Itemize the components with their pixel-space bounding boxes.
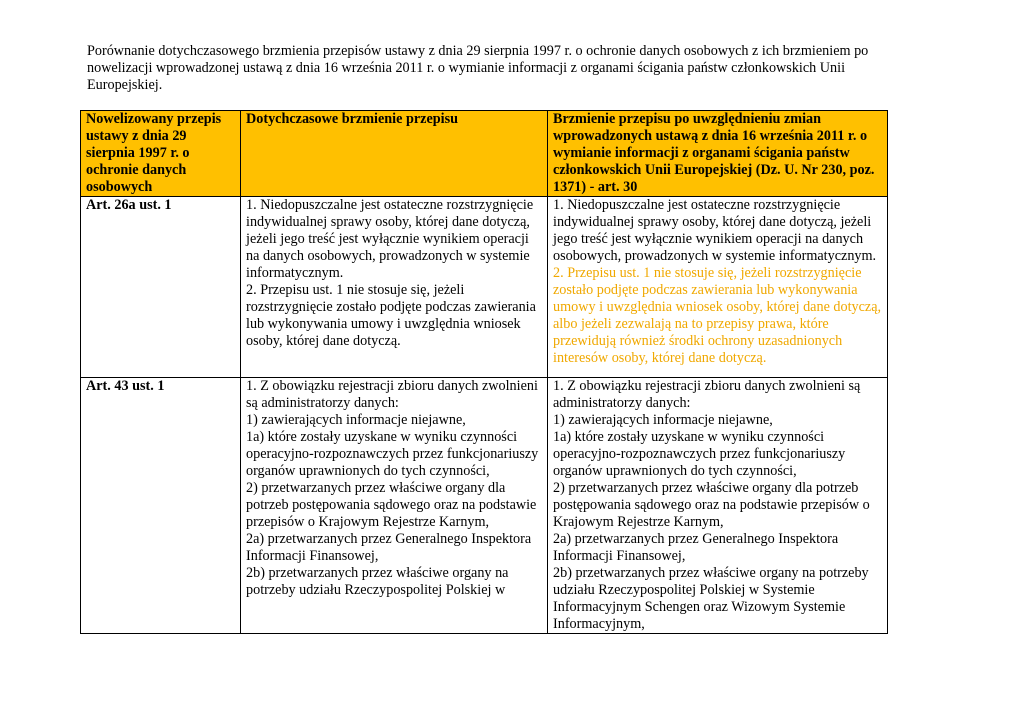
old-wording-cell: [241, 197, 548, 378]
document-intro: Porównanie dotychczasowego brzmienia przepisów ustawy z dnia 29 sierpnia 1997 r. o ochronie danych osobowych z ich brzmieniem po nowelizacji wprowadzonej ustawą z dnia 16 września 2011 r. o wymianie informacji z organami ścigania państw członkowskich Unii Europejskiej.: [87, 43, 869, 93]
table-row: [81, 378, 888, 634]
paragraph: 1a) które zostały uzyskane w wyniku czynności operacyjno-rozpoznawczych przez funkcjonariuszy organów uprawnionych do tych czynności,: [553, 429, 846, 479]
paragraph: 2) przetwarzanych przez właściwe organy dla potrzeb postępowania sądowego oraz na podstawie przepisów o Krajowym Rejestrze Karnym,: [553, 480, 870, 530]
new-wording-cell: [548, 378, 888, 634]
paragraph: 1) zawierających informacje niejawne,: [553, 412, 773, 428]
paragraph: 1. Niedopuszczalne jest ostateczne rozstrzygnięcie indywidualnej sprawy osoby, której dane dotyczą, jeżeli jego treść jest wyłącznie wynikiem operacji na danych osobowych, prowadzonych w systemie informatycznym.: [553, 197, 877, 264]
paragraph: 2. Przepisu ust. 1 nie stosuje się, jeżeli rozstrzygnięcie zostało podjęte podczas zawierania lub wykonywania umowy i uwzględnia wniosek osoby, której dane dotyczą.: [246, 282, 536, 349]
paragraph: 1) zawierających informacje niejawne,: [246, 412, 466, 428]
header-new-wording: Brzmienie przepisu po uwzględnieniu zmian wprowadzonych ustawą z dnia 16 września 2011 r. o wymianie informacji z organami ścigania państw członkowskich Unii Europejskiej (Dz. U. Nr 230, poz. 1371) - art. 30: [548, 111, 888, 197]
table-row: [81, 197, 888, 378]
paragraph: 1. Z obowiązku rejestracji zbioru danych zwolnieni są administratorzy danych:: [553, 378, 861, 411]
new-wording-cell: [548, 197, 888, 378]
paragraph: 1. Niedopuszczalne jest ostateczne rozstrzygnięcie indywidualnej sprawy osoby, której dane dotyczą, jeżeli jego treść jest wyłącznie wynikiem operacji na danych osobowych, prowadzonych w systemie informatycznym.: [246, 197, 534, 281]
header-old-wording: Dotychczasowe brzmienie przepisu: [241, 111, 548, 197]
paragraph: 2a) przetwarzanych przez Generalnego Inspektora Informacji Finansowej,: [246, 531, 532, 564]
article-cell: Art. 43 ust. 1: [81, 378, 241, 634]
old-wording-cell: [241, 378, 548, 634]
table-header-row: [81, 111, 888, 197]
paragraph: 2b) przetwarzanych przez właściwe organy na potrzeby udziału Rzeczypospolitej Polskiej w: [246, 565, 509, 598]
paragraph: 1a) które zostały uzyskane w wyniku czynności operacyjno-rozpoznawczych przez funkcjonariuszy organów uprawnionych do tych czynności,: [246, 429, 539, 479]
paragraph: 1. Z obowiązku rejestracji zbioru danych zwolnieni są administratorzy danych:: [246, 378, 538, 411]
paragraph: 2) przetwarzanych przez właściwe organy dla potrzeb postępowania sądowego oraz na podstawie przepisów o Krajowym Rejestrze Karnym,: [246, 480, 537, 530]
header-amended-provision: Nowelizowany przepis ustawy z dnia 29 sierpnia 1997 r. o ochronie danych osobowych: [81, 111, 241, 197]
changed-paragraph: 2. Przepisu ust. 1 nie stosuje się, jeżeli rozstrzygnięcie zostało podjęte podczas zawierania lub wykonywania umowy i uwzględnia wniosek osoby, której dane dotyczą, albo jeżeli zezwalają na to przepisy prawa, które przewidują również środki ochrony uzasadnionych interesów osoby, której dane dotyczą.: [553, 265, 882, 366]
paragraph: 2b) przetwarzanych przez właściwe organy na potrzeby udziału Rzeczypospolitej Polskiej w Systemie Informacyjnym Schengen oraz Wizowym Systemie Informacyjnym,: [553, 565, 869, 632]
paragraph: 2a) przetwarzanych przez Generalnego Inspektora Informacji Finansowej,: [553, 531, 839, 564]
comparison-table: [80, 110, 888, 634]
article-cell: Art. 26a ust. 1: [81, 197, 241, 378]
